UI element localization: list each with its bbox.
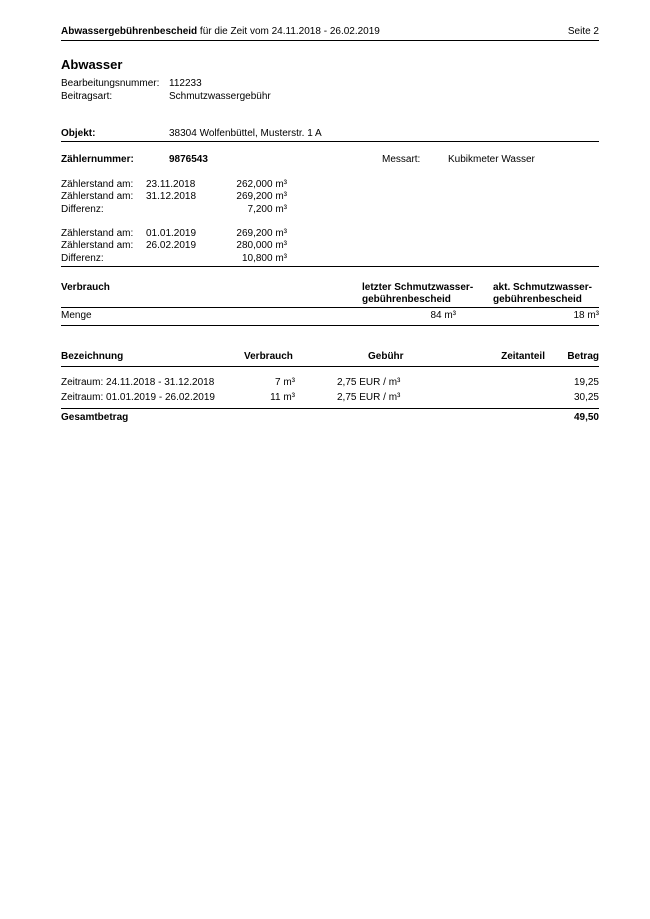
- period-text: für die Zeit vom 24.11.2018 - 26.02.2019: [197, 26, 380, 37]
- reading-label: Zählerstand am:: [61, 191, 134, 202]
- consumption-header-divider: [61, 307, 599, 308]
- reading-label: Zählerstand am:: [61, 179, 134, 190]
- reference-label: Bearbeitungsnummer:: [61, 78, 160, 89]
- charges-header-divider: [61, 366, 599, 367]
- reading-value: 262,000 m³: [236, 179, 287, 190]
- charge-row-usage: 7 m³: [275, 377, 295, 388]
- page-number: Seite 2: [567, 26, 599, 37]
- reading-date: 26.02.2019: [146, 240, 197, 251]
- quantity-label: Menge: [61, 310, 92, 321]
- header-title: [61, 26, 380, 38]
- consumption-col-current-2: gebührenbescheid: [493, 294, 582, 305]
- consumption-col-current: akt. Schmutzwasser-: [493, 282, 592, 293]
- document-title: Abwassergebührenbescheid: [61, 26, 198, 37]
- quantity-last: 84 m³: [430, 310, 456, 321]
- consumption-col-last-2: gebührenbescheid: [362, 294, 451, 305]
- col-header-amount: Betrag: [567, 351, 599, 362]
- col-header-usage: Verbrauch: [244, 351, 293, 362]
- reading-value: 269,200 m³: [236, 191, 287, 202]
- difference-label: Differenz:: [61, 253, 104, 264]
- header-divider: [61, 40, 599, 41]
- consumption-divider: [61, 325, 599, 326]
- charge-type-label: Beitragsart:: [61, 91, 113, 102]
- charge-row-description: Zeitraum: 01.01.2019 - 26.02.2019: [61, 392, 215, 403]
- charge-row-fee: 2,75 EUR / m³: [337, 377, 401, 388]
- reading-label: Zählerstand am:: [61, 240, 134, 251]
- charge-row-usage: 11 m³: [270, 392, 295, 403]
- section-title: Abwasser: [61, 57, 123, 72]
- total-divider: [61, 408, 599, 409]
- reading-date: 23.11.2018: [146, 179, 196, 190]
- difference-value: 7,200 m³: [247, 204, 287, 215]
- quantity-current: 18 m³: [573, 310, 599, 321]
- col-header-share: Zeitanteil: [501, 351, 545, 362]
- col-header-fee: Gebühr: [368, 351, 404, 362]
- reading-label: Zählerstand am:: [61, 228, 134, 239]
- meter-number-value: 9876543: [169, 154, 208, 165]
- object-divider: [61, 141, 599, 142]
- charge-row-fee: 2,75 EUR / m³: [337, 392, 401, 403]
- object-value: 38304 Wolfenbüttel, Musterstr. 1 A: [169, 128, 322, 139]
- consumption-col-last: letzter Schmutzwasser-: [362, 282, 474, 293]
- total-value: 49,50: [573, 412, 599, 423]
- reference-value: 112233: [169, 78, 202, 89]
- object-label: Objekt:: [61, 128, 96, 139]
- difference-label: Differenz:: [61, 204, 104, 215]
- meter-number-label: Zählernummer:: [61, 154, 134, 165]
- consumption-header: Verbrauch: [61, 282, 110, 293]
- charge-row-description: Zeitraum: 24.11.2018 - 31.12.2018: [61, 377, 215, 388]
- charge-type-value: Schmutzwassergebühr: [169, 91, 271, 102]
- reading-value: 269,200 m³: [236, 228, 287, 239]
- meter-type-label: Messart:: [382, 154, 421, 165]
- reading-date: 31.12.2018: [146, 191, 197, 202]
- charge-row-amount: 30,25: [573, 392, 599, 403]
- difference-value: 10,800 m³: [241, 253, 287, 264]
- charge-row-amount: 19,25: [573, 377, 599, 388]
- readings-divider: [61, 266, 599, 267]
- meter-type-value: Kubikmeter Wasser: [448, 154, 535, 165]
- total-label: Gesamtbetrag: [61, 412, 129, 423]
- col-header-description: Bezeichnung: [61, 351, 124, 362]
- reading-value: 280,000 m³: [236, 240, 287, 251]
- reading-date: 01.01.2019: [146, 228, 197, 239]
